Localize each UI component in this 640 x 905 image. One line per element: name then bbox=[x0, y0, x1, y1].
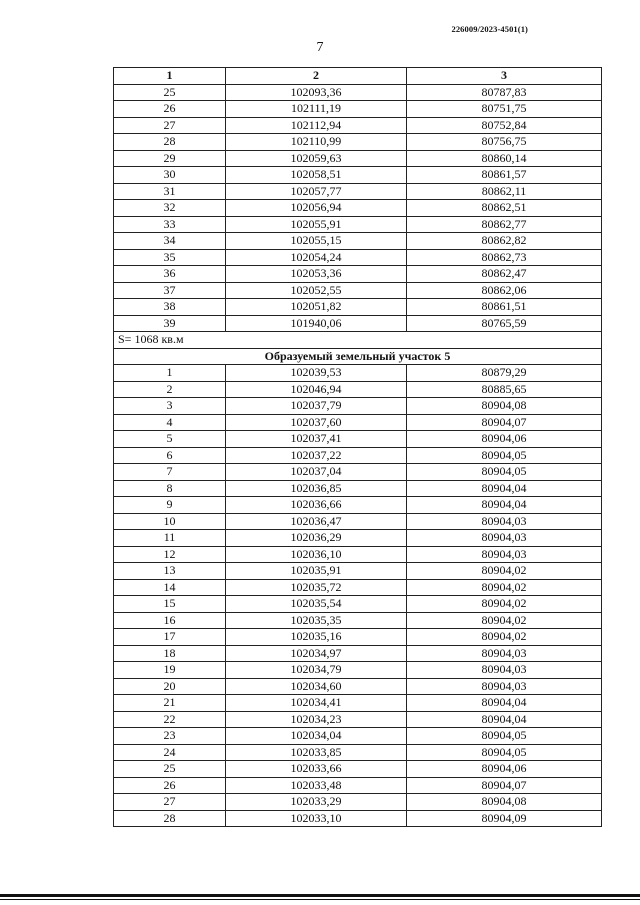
table-row bbox=[114, 183, 602, 200]
table-row bbox=[114, 464, 602, 481]
x-coordinate: 102034,41 bbox=[226, 695, 407, 712]
point-number: 28 bbox=[114, 134, 226, 151]
point-number: 36 bbox=[114, 266, 226, 283]
point-number: 21 bbox=[114, 695, 226, 712]
point-number: 22 bbox=[114, 711, 226, 728]
y-coordinate: 80904,07 bbox=[407, 414, 602, 431]
y-coordinate: 80904,05 bbox=[407, 447, 602, 464]
point-number: 4 bbox=[114, 414, 226, 431]
table-row bbox=[114, 233, 602, 250]
table-row bbox=[114, 431, 602, 448]
y-coordinate: 80904,06 bbox=[407, 761, 602, 778]
point-number: 2 bbox=[114, 381, 226, 398]
table-row bbox=[114, 810, 602, 827]
y-coordinate: 80904,06 bbox=[407, 431, 602, 448]
table-row bbox=[114, 579, 602, 596]
point-number: 16 bbox=[114, 612, 226, 629]
point-number: 17 bbox=[114, 629, 226, 646]
x-coordinate: 102034,79 bbox=[226, 662, 407, 679]
table-row bbox=[114, 447, 602, 464]
table-row bbox=[114, 117, 602, 134]
coordinates-table bbox=[113, 67, 602, 827]
table-row bbox=[114, 299, 602, 316]
y-coordinate: 80861,51 bbox=[407, 299, 602, 316]
column-header-y: 3 bbox=[407, 68, 602, 85]
point-number: 35 bbox=[114, 249, 226, 266]
area-row bbox=[114, 332, 602, 349]
point-number: 25 bbox=[114, 84, 226, 101]
point-number: 5 bbox=[114, 431, 226, 448]
table-row bbox=[114, 612, 602, 629]
table-row bbox=[114, 134, 602, 151]
y-coordinate: 80904,02 bbox=[407, 579, 602, 596]
point-number: 24 bbox=[114, 744, 226, 761]
y-coordinate: 80752,84 bbox=[407, 117, 602, 134]
x-coordinate: 102046,94 bbox=[226, 381, 407, 398]
x-coordinate: 102058,51 bbox=[226, 167, 407, 184]
point-number: 32 bbox=[114, 200, 226, 217]
y-coordinate: 80862,11 bbox=[407, 183, 602, 200]
y-coordinate: 80879,29 bbox=[407, 365, 602, 382]
x-coordinate: 102034,04 bbox=[226, 728, 407, 745]
y-coordinate: 80861,57 bbox=[407, 167, 602, 184]
point-number: 23 bbox=[114, 728, 226, 745]
point-number: 27 bbox=[114, 794, 226, 811]
x-coordinate: 102034,97 bbox=[226, 645, 407, 662]
x-coordinate: 102037,04 bbox=[226, 464, 407, 481]
table-row bbox=[114, 711, 602, 728]
point-number: 19 bbox=[114, 662, 226, 679]
table-row bbox=[114, 282, 602, 299]
table-row bbox=[114, 744, 602, 761]
footer-rule-thin bbox=[0, 899, 640, 900]
x-coordinate: 102055,15 bbox=[226, 233, 407, 250]
y-coordinate: 80904,08 bbox=[407, 398, 602, 415]
point-number: 37 bbox=[114, 282, 226, 299]
point-number: 27 bbox=[114, 117, 226, 134]
block2-rows bbox=[114, 365, 602, 827]
x-coordinate: 102035,35 bbox=[226, 612, 407, 629]
table-row bbox=[114, 645, 602, 662]
x-coordinate: 102036,85 bbox=[226, 480, 407, 497]
point-number: 15 bbox=[114, 596, 226, 613]
point-number: 11 bbox=[114, 530, 226, 547]
x-coordinate: 102033,66 bbox=[226, 761, 407, 778]
point-number: 12 bbox=[114, 546, 226, 563]
table-row bbox=[114, 249, 602, 266]
x-coordinate: 102052,55 bbox=[226, 282, 407, 299]
table-row bbox=[114, 84, 602, 101]
table-row bbox=[114, 315, 602, 332]
point-number: 14 bbox=[114, 579, 226, 596]
table-row bbox=[114, 216, 602, 233]
section-title: Образуемый земельный участок 5 bbox=[114, 348, 602, 365]
y-coordinate: 80904,05 bbox=[407, 728, 602, 745]
x-coordinate: 102111,19 bbox=[226, 101, 407, 118]
y-coordinate: 80904,05 bbox=[407, 464, 602, 481]
y-coordinate: 80862,73 bbox=[407, 249, 602, 266]
point-number: 1 bbox=[114, 365, 226, 382]
page-number: 7 bbox=[316, 40, 324, 55]
y-coordinate: 80904,09 bbox=[407, 810, 602, 827]
table-row bbox=[114, 629, 602, 646]
footer-rule-thick bbox=[0, 894, 640, 897]
point-number: 39 bbox=[114, 315, 226, 332]
y-coordinate: 80904,04 bbox=[407, 711, 602, 728]
point-number: 9 bbox=[114, 497, 226, 514]
header-row bbox=[114, 68, 602, 85]
point-number: 6 bbox=[114, 447, 226, 464]
table-row bbox=[114, 563, 602, 580]
x-coordinate: 102037,41 bbox=[226, 431, 407, 448]
block1-rows bbox=[114, 84, 602, 332]
y-coordinate: 80904,02 bbox=[407, 612, 602, 629]
y-coordinate: 80904,05 bbox=[407, 744, 602, 761]
table-row bbox=[114, 728, 602, 745]
point-number: 18 bbox=[114, 645, 226, 662]
point-number: 26 bbox=[114, 101, 226, 118]
y-coordinate: 80904,03 bbox=[407, 662, 602, 679]
y-coordinate: 80904,02 bbox=[407, 596, 602, 613]
table-row bbox=[114, 381, 602, 398]
point-number: 30 bbox=[114, 167, 226, 184]
x-coordinate: 102037,60 bbox=[226, 414, 407, 431]
x-coordinate: 102035,91 bbox=[226, 563, 407, 580]
table-row bbox=[114, 546, 602, 563]
y-coordinate: 80787,83 bbox=[407, 84, 602, 101]
x-coordinate: 102036,47 bbox=[226, 513, 407, 530]
x-coordinate: 102112,94 bbox=[226, 117, 407, 134]
document-id: 226009/2023-4501(1) bbox=[451, 24, 528, 34]
y-coordinate: 80751,75 bbox=[407, 101, 602, 118]
x-coordinate: 102034,23 bbox=[226, 711, 407, 728]
x-coordinate: 102035,54 bbox=[226, 596, 407, 613]
column-header-x: 2 bbox=[226, 68, 407, 85]
y-coordinate: 80862,51 bbox=[407, 200, 602, 217]
x-coordinate: 102054,24 bbox=[226, 249, 407, 266]
x-coordinate: 102033,85 bbox=[226, 744, 407, 761]
table-row bbox=[114, 167, 602, 184]
area-label: S= 1068 кв.м bbox=[114, 332, 602, 349]
x-coordinate: 102034,60 bbox=[226, 678, 407, 695]
table-row bbox=[114, 794, 602, 811]
point-number: 34 bbox=[114, 233, 226, 250]
point-number: 7 bbox=[114, 464, 226, 481]
x-coordinate: 102093,36 bbox=[226, 84, 407, 101]
table-row bbox=[114, 266, 602, 283]
point-number: 26 bbox=[114, 777, 226, 794]
x-coordinate: 102055,91 bbox=[226, 216, 407, 233]
y-coordinate: 80904,04 bbox=[407, 480, 602, 497]
y-coordinate: 80904,07 bbox=[407, 777, 602, 794]
point-number: 8 bbox=[114, 480, 226, 497]
table-row bbox=[114, 695, 602, 712]
table-row bbox=[114, 150, 602, 167]
point-number: 31 bbox=[114, 183, 226, 200]
point-number: 29 bbox=[114, 150, 226, 167]
section-row bbox=[114, 348, 602, 365]
x-coordinate: 102033,10 bbox=[226, 810, 407, 827]
table-row bbox=[114, 777, 602, 794]
x-coordinate: 102035,16 bbox=[226, 629, 407, 646]
table-row bbox=[114, 365, 602, 382]
y-coordinate: 80904,02 bbox=[407, 563, 602, 580]
table-row bbox=[114, 497, 602, 514]
point-number: 20 bbox=[114, 678, 226, 695]
point-number: 33 bbox=[114, 216, 226, 233]
x-coordinate: 102033,29 bbox=[226, 794, 407, 811]
table-row bbox=[114, 662, 602, 679]
x-coordinate: 102033,48 bbox=[226, 777, 407, 794]
point-number: 10 bbox=[114, 513, 226, 530]
x-coordinate: 102039,53 bbox=[226, 365, 407, 382]
point-number: 25 bbox=[114, 761, 226, 778]
x-coordinate: 102036,29 bbox=[226, 530, 407, 547]
point-number: 38 bbox=[114, 299, 226, 316]
table-row bbox=[114, 513, 602, 530]
y-coordinate: 80904,03 bbox=[407, 645, 602, 662]
y-coordinate: 80904,03 bbox=[407, 678, 602, 695]
column-header-point: 1 bbox=[114, 68, 226, 85]
y-coordinate: 80862,47 bbox=[407, 266, 602, 283]
y-coordinate: 80904,04 bbox=[407, 497, 602, 514]
y-coordinate: 80765,59 bbox=[407, 315, 602, 332]
x-coordinate: 102059,63 bbox=[226, 150, 407, 167]
x-coordinate: 102036,66 bbox=[226, 497, 407, 514]
x-coordinate: 102053,36 bbox=[226, 266, 407, 283]
y-coordinate: 80885,65 bbox=[407, 381, 602, 398]
y-coordinate: 80904,02 bbox=[407, 629, 602, 646]
x-coordinate: 102051,82 bbox=[226, 299, 407, 316]
x-coordinate: 102056,94 bbox=[226, 200, 407, 217]
x-coordinate: 102037,22 bbox=[226, 447, 407, 464]
x-coordinate: 102036,10 bbox=[226, 546, 407, 563]
table-row bbox=[114, 414, 602, 431]
table-row bbox=[114, 101, 602, 118]
y-coordinate: 80904,04 bbox=[407, 695, 602, 712]
x-coordinate: 101940,06 bbox=[226, 315, 407, 332]
point-number: 3 bbox=[114, 398, 226, 415]
table-row bbox=[114, 678, 602, 695]
point-number: 28 bbox=[114, 810, 226, 827]
x-coordinate: 102057,77 bbox=[226, 183, 407, 200]
table-row bbox=[114, 761, 602, 778]
table-row bbox=[114, 480, 602, 497]
point-number: 13 bbox=[114, 563, 226, 580]
y-coordinate: 80904,08 bbox=[407, 794, 602, 811]
y-coordinate: 80756,75 bbox=[407, 134, 602, 151]
x-coordinate: 102037,79 bbox=[226, 398, 407, 415]
table-row bbox=[114, 596, 602, 613]
y-coordinate: 80860,14 bbox=[407, 150, 602, 167]
y-coordinate: 80904,03 bbox=[407, 530, 602, 547]
x-coordinate: 102035,72 bbox=[226, 579, 407, 596]
y-coordinate: 80862,77 bbox=[407, 216, 602, 233]
x-coordinate: 102110,99 bbox=[226, 134, 407, 151]
y-coordinate: 80904,03 bbox=[407, 513, 602, 530]
y-coordinate: 80904,03 bbox=[407, 546, 602, 563]
table-row bbox=[114, 398, 602, 415]
table-row bbox=[114, 530, 602, 547]
y-coordinate: 80862,06 bbox=[407, 282, 602, 299]
table-row bbox=[114, 200, 602, 217]
y-coordinate: 80862,82 bbox=[407, 233, 602, 250]
